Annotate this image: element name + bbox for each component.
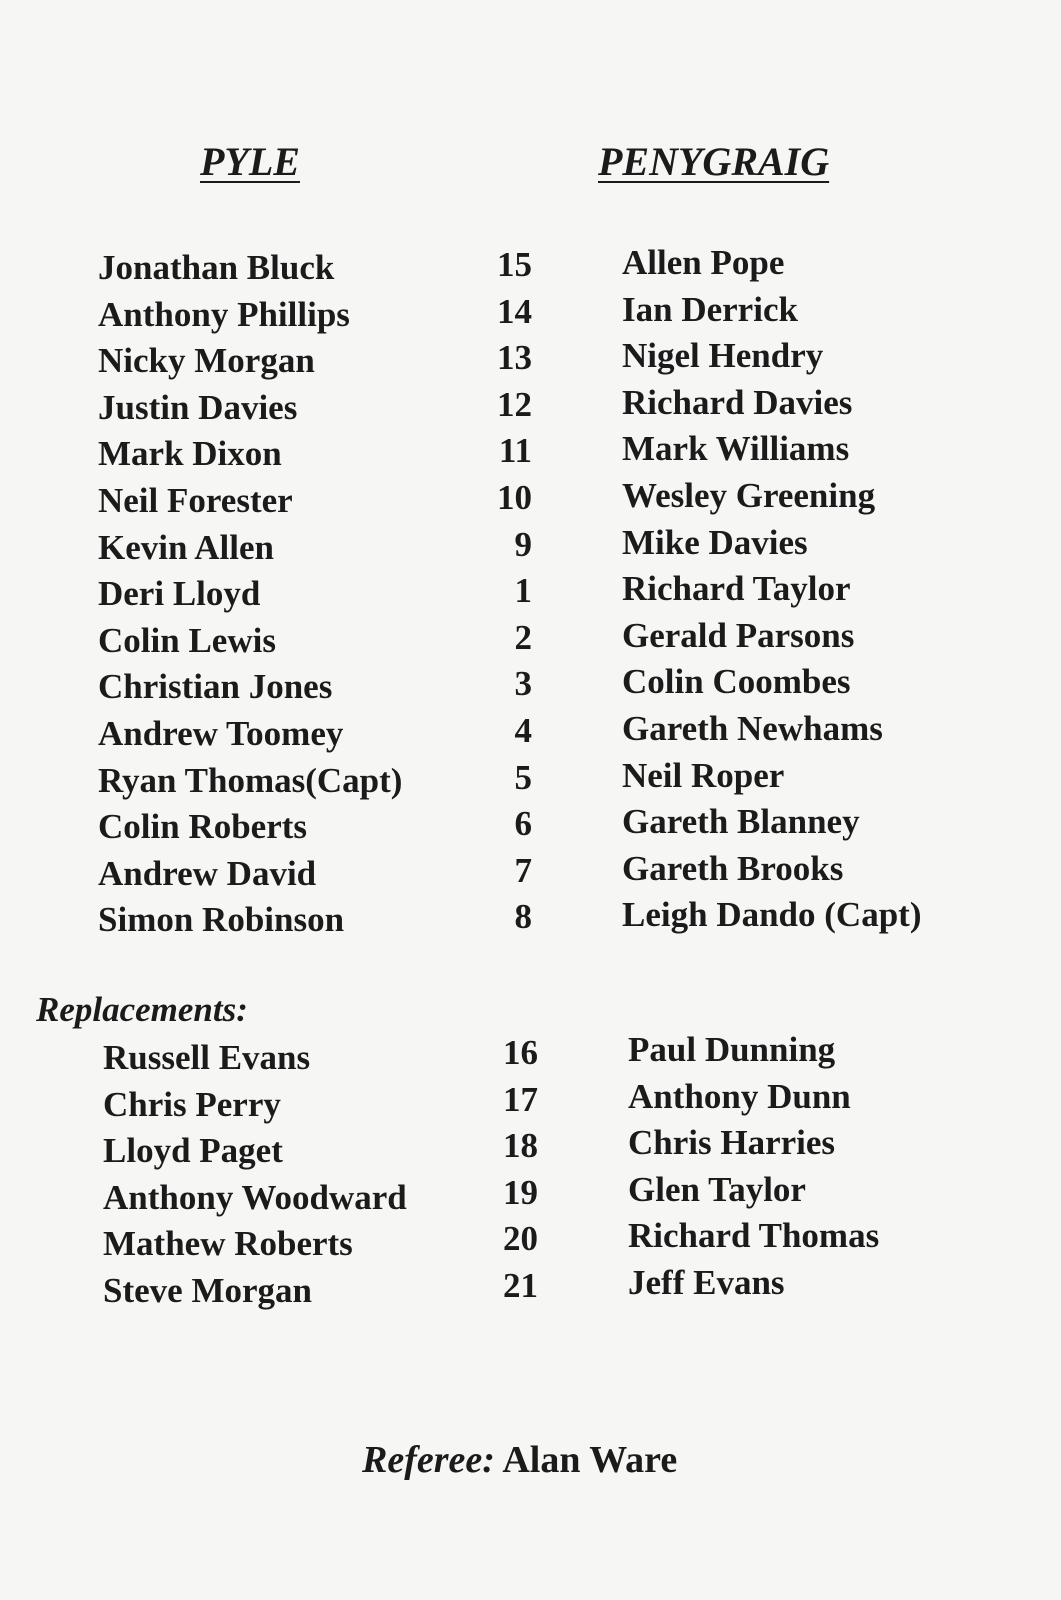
home-team-title: PYLE [200, 139, 300, 184]
home-replacements-item: Russell Evans [103, 1038, 311, 1077]
starter-numbers-item: 10 [497, 477, 532, 517]
starter-numbers-item: 3 [514, 664, 532, 704]
away-starters-item: Gareth Newhams [622, 708, 883, 748]
away-starters-item: Gerald Parsons [622, 615, 855, 655]
home-replacements-item: Chris Perry [103, 1084, 281, 1124]
referee-line [362, 1438, 677, 1482]
replacements-label: Replacements: [36, 990, 248, 1029]
starter-numbers-list [470, 242, 532, 941]
away-replacements-item: Paul Dunning [628, 1030, 836, 1069]
home-starters-list [98, 245, 402, 944]
replacement-numbers-item: 19 [503, 1172, 538, 1212]
starter-numbers-item: 15 [497, 245, 532, 284]
away-starters-item: Wesley Greening [622, 475, 876, 515]
replacement-numbers-item: 18 [503, 1126, 538, 1166]
starter-numbers-item: 7 [514, 850, 532, 890]
away-starters-item: Nigel Hendry [622, 336, 824, 376]
home-replacements-item: Lloyd Paget [103, 1131, 283, 1171]
referee-name: Alan Ware [502, 1439, 678, 1481]
away-starters-item: Neil Roper [622, 755, 785, 795]
home-replacements-item: Mathew Roberts [103, 1224, 353, 1264]
away-team-title: PENYGRAIG [598, 139, 830, 184]
starter-numbers-item: 1 [514, 571, 532, 611]
home-starters-item: Christian Jones [98, 667, 333, 707]
starter-numbers-item: 5 [514, 757, 532, 797]
away-starters-item: Ian Derrick [622, 289, 798, 329]
starter-numbers-item: 2 [514, 617, 532, 657]
away-starters-item: Allen Pope [622, 243, 785, 282]
starter-numbers-item: 9 [514, 524, 532, 564]
home-starters-item: Mark Dixon [98, 434, 282, 474]
replacement-numbers-list [476, 1030, 538, 1310]
away-replacements-list [628, 1027, 879, 1307]
starter-numbers-item: 11 [498, 431, 532, 471]
home-replacements-list [103, 1035, 407, 1315]
away-starters-item: Richard Davies [622, 382, 853, 422]
away-replacements-item: Chris Harries [628, 1123, 836, 1163]
home-starters-item: Simon Robinson [98, 900, 345, 940]
away-starters-item: Mark Williams [622, 429, 850, 469]
replacement-numbers-item: 17 [503, 1079, 538, 1119]
starter-numbers-item: 14 [497, 291, 532, 331]
away-replacements-item: Richard Thomas [628, 1216, 880, 1256]
away-starters-list [622, 240, 921, 939]
starter-numbers-item: 4 [514, 710, 532, 750]
home-starters-item: Anthony Phillips [98, 294, 350, 334]
away-starters-item: Leigh Dando (Capt) [622, 895, 922, 935]
referee-label: Referee: [362, 1439, 495, 1481]
home-starters-item: Ryan Thomas(Capt) [98, 760, 403, 800]
replacement-numbers-item: 16 [503, 1033, 538, 1072]
starter-numbers-item: 13 [497, 338, 532, 378]
starter-numbers-item: 6 [514, 804, 532, 844]
home-replacements-item: Anthony Woodward [103, 1177, 407, 1217]
away-replacements-item: Jeff Evans [628, 1262, 785, 1302]
away-replacements-item: Glen Taylor [628, 1169, 806, 1209]
home-replacements-item: Steve Morgan [103, 1270, 312, 1310]
home-starters-item: Nicky Morgan [98, 341, 315, 381]
away-starters-item: Gareth Blanney [622, 802, 860, 842]
starter-numbers-item: 12 [497, 384, 532, 424]
away-starters-item: Mike Davies [622, 522, 808, 562]
replacement-numbers-item: 20 [503, 1219, 538, 1259]
home-starters-item: Colin Roberts [98, 807, 308, 847]
home-starters-item: Andrew Toomey [98, 713, 344, 753]
away-starters-item: Richard Taylor [622, 569, 851, 609]
replacement-numbers-item: 21 [503, 1265, 538, 1305]
starter-numbers-item: 8 [514, 897, 532, 937]
home-starters-item: Andrew David [98, 853, 317, 893]
away-replacements-item: Anthony Dunn [628, 1076, 851, 1116]
home-starters-item: Neil Forester [98, 480, 293, 520]
home-starters-item: Justin Davies [98, 387, 298, 427]
home-starters-item: Kevin Allen [98, 527, 274, 567]
away-starters-item: Gareth Brooks [622, 848, 844, 888]
home-starters-item: Jonathan Bluck [98, 248, 335, 287]
away-starters-item: Colin Coombes [622, 662, 851, 702]
home-starters-item: Colin Lewis [98, 620, 276, 660]
home-starters-item: Deri Lloyd [98, 574, 261, 614]
